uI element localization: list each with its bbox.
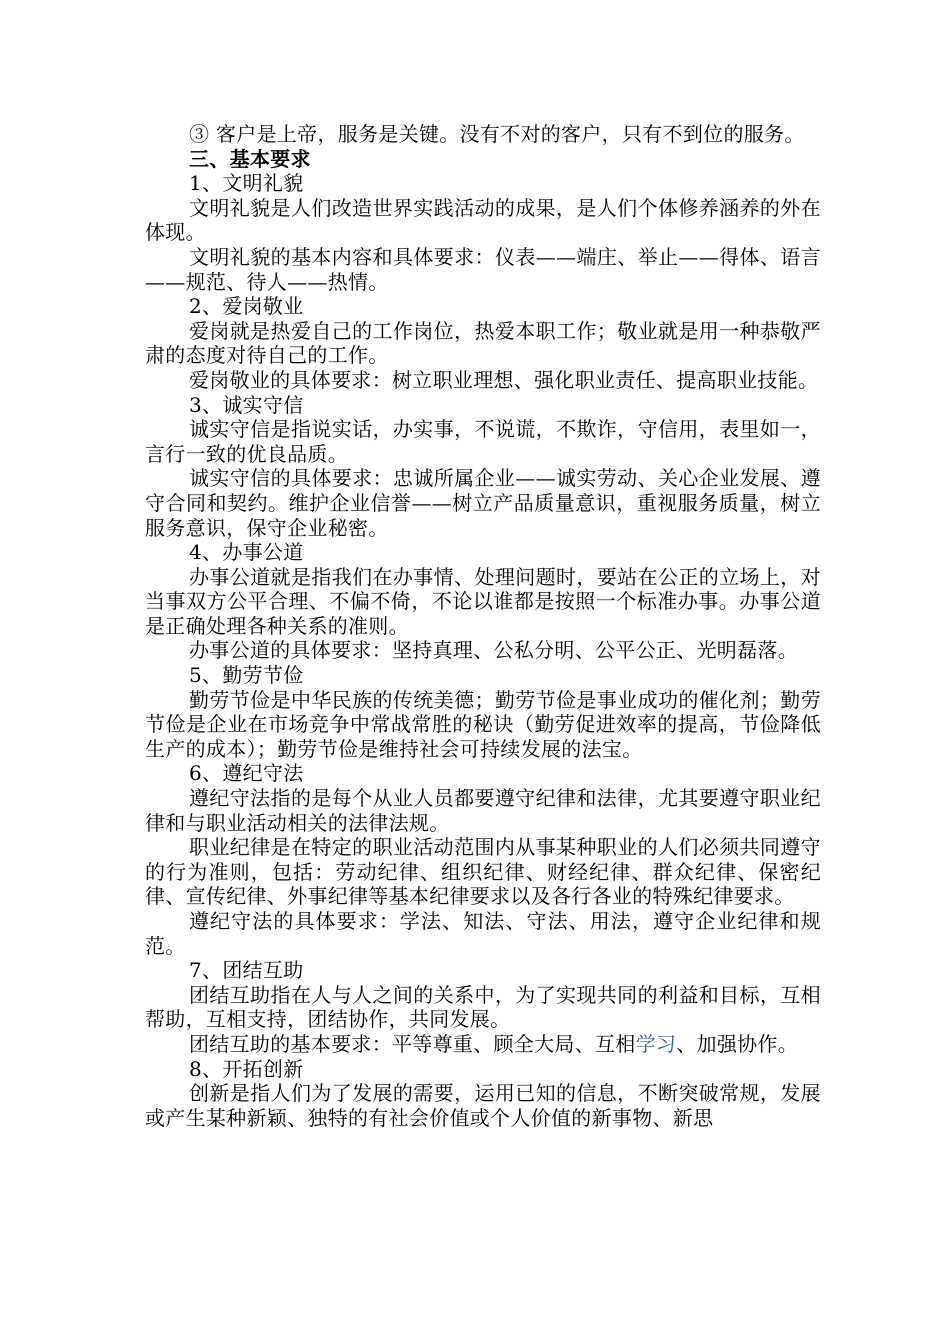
subsection-title-7: 7、团结互助	[189, 958, 304, 983]
paragraph-1-1: 文明礼貌是人们改造世界实践活动的成果，是人们个体修养涵养的外在体现。	[145, 195, 821, 245]
subsection-title-2: 2、爱岗敬业	[189, 294, 304, 319]
subsection-title-8: 8、开拓创新	[189, 1056, 304, 1081]
paragraph-6-3: 遵纪守法的具体要求：学法、知法、守法、用法，遵守企业纪律和规范。	[145, 909, 821, 958]
paragraph-7-2-text-before: 团结互助的基本要求：平等尊重、顾全大局、互相	[189, 1031, 636, 1056]
paragraph-3-1: 诚实守信是指说实话，办实事，不说谎，不欺诈，守信用，表里如一，言行一致的优良品质。	[145, 417, 821, 466]
document-page	[145, 122, 821, 1130]
paragraph-7-1: 团结互助指在人与人之间的关系中，为了实现共同的利益和目标，互相帮助，互相支持，团结协作，共同发展。	[145, 982, 821, 1032]
study-link[interactable]: 学习	[635, 1031, 677, 1056]
subsection-title-6: 6、遵纪守法	[189, 761, 304, 786]
paragraph-6-2: 职业纪律是在特定的职业活动范围内从事某种职业的人们必须共同遵守的行为准则，包括：劳动纪律、组织纪律、财经纪律、群众纪律、保密纪律、宣传纪律、外事纪律等基本纪律要求以及各行各业的特殊纪律要求。	[145, 835, 821, 909]
paragraph-2-1: 爱岗就是热爱自己的工作岗位，热爱本职工作；敬业就是用一种恭敬严肃的态度对待自己的工作。	[145, 318, 821, 368]
paragraph-7-2	[145, 1032, 821, 1057]
paragraph-7-2-text-after: 、加强协作。	[676, 1031, 799, 1056]
paragraph-4-2: 办事公道的具体要求：坚持真理、公私分明、公平公正、光明磊落。	[189, 638, 798, 663]
paragraph-2-2: 爱岗敬业的具体要求：树立职业理想、强化职业责任、提高职业技能。	[189, 367, 819, 392]
section-title: 三、基本要求	[189, 146, 311, 171]
subsection-title-4: 4、办事公道	[189, 540, 304, 565]
subsection-title-1: 1、文明礼貌	[189, 171, 304, 196]
paragraph-1-2: 文明礼貌的基本内容和具体要求：仪表——端庄、举止——得体、语言——规范、待人——热情。	[145, 244, 821, 294]
paragraph-4-1: 办事公道就是指我们在办事情、处理问题时，要站在公正的立场上，对当事双方公平合理、不偏不倚，不论以谁都是按照一个标准办事。办事公道是正确处理各种关系的准则。	[145, 564, 821, 638]
paragraph-6-1: 遵纪守法指的是每个从业人员都要遵守纪律和法律，尤其要遵守职业纪律和与职业活动相关的法律法规。	[145, 786, 821, 835]
intro-paragraph: ③ 客户是上帝，服务是关键。没有不对的客户，只有不到位的服务。	[189, 122, 805, 146]
paragraph-5-1: 勤劳节俭是中华民族的传统美德；勤劳节俭是事业成功的催化剂；勤劳节俭是企业在市场竞争中常战常胜的秘诀（勤劳促进效率的提高，节俭降低生产的成本）；勤劳节俭是维持社会可持续发展的法宝。	[145, 687, 821, 761]
paragraph-3-2: 诚实守信的具体要求：忠诚所属企业——诚实劳动、关心企业发展、遵守合同和契约。维护企业信誉——树立产品质量意识，重视服务质量，树立服务意识，保守企业秘密。	[145, 466, 821, 540]
subsection-title-3: 3、诚实守信	[189, 392, 304, 417]
paragraph-8-1: 创新是指人们为了发展的需要，运用已知的信息，不断突破常规，发展或产生某种新颖、独特的有社会价值或个人价值的新事物、新思	[145, 1081, 821, 1130]
subsection-title-5: 5、勤劳节俭	[189, 663, 304, 688]
